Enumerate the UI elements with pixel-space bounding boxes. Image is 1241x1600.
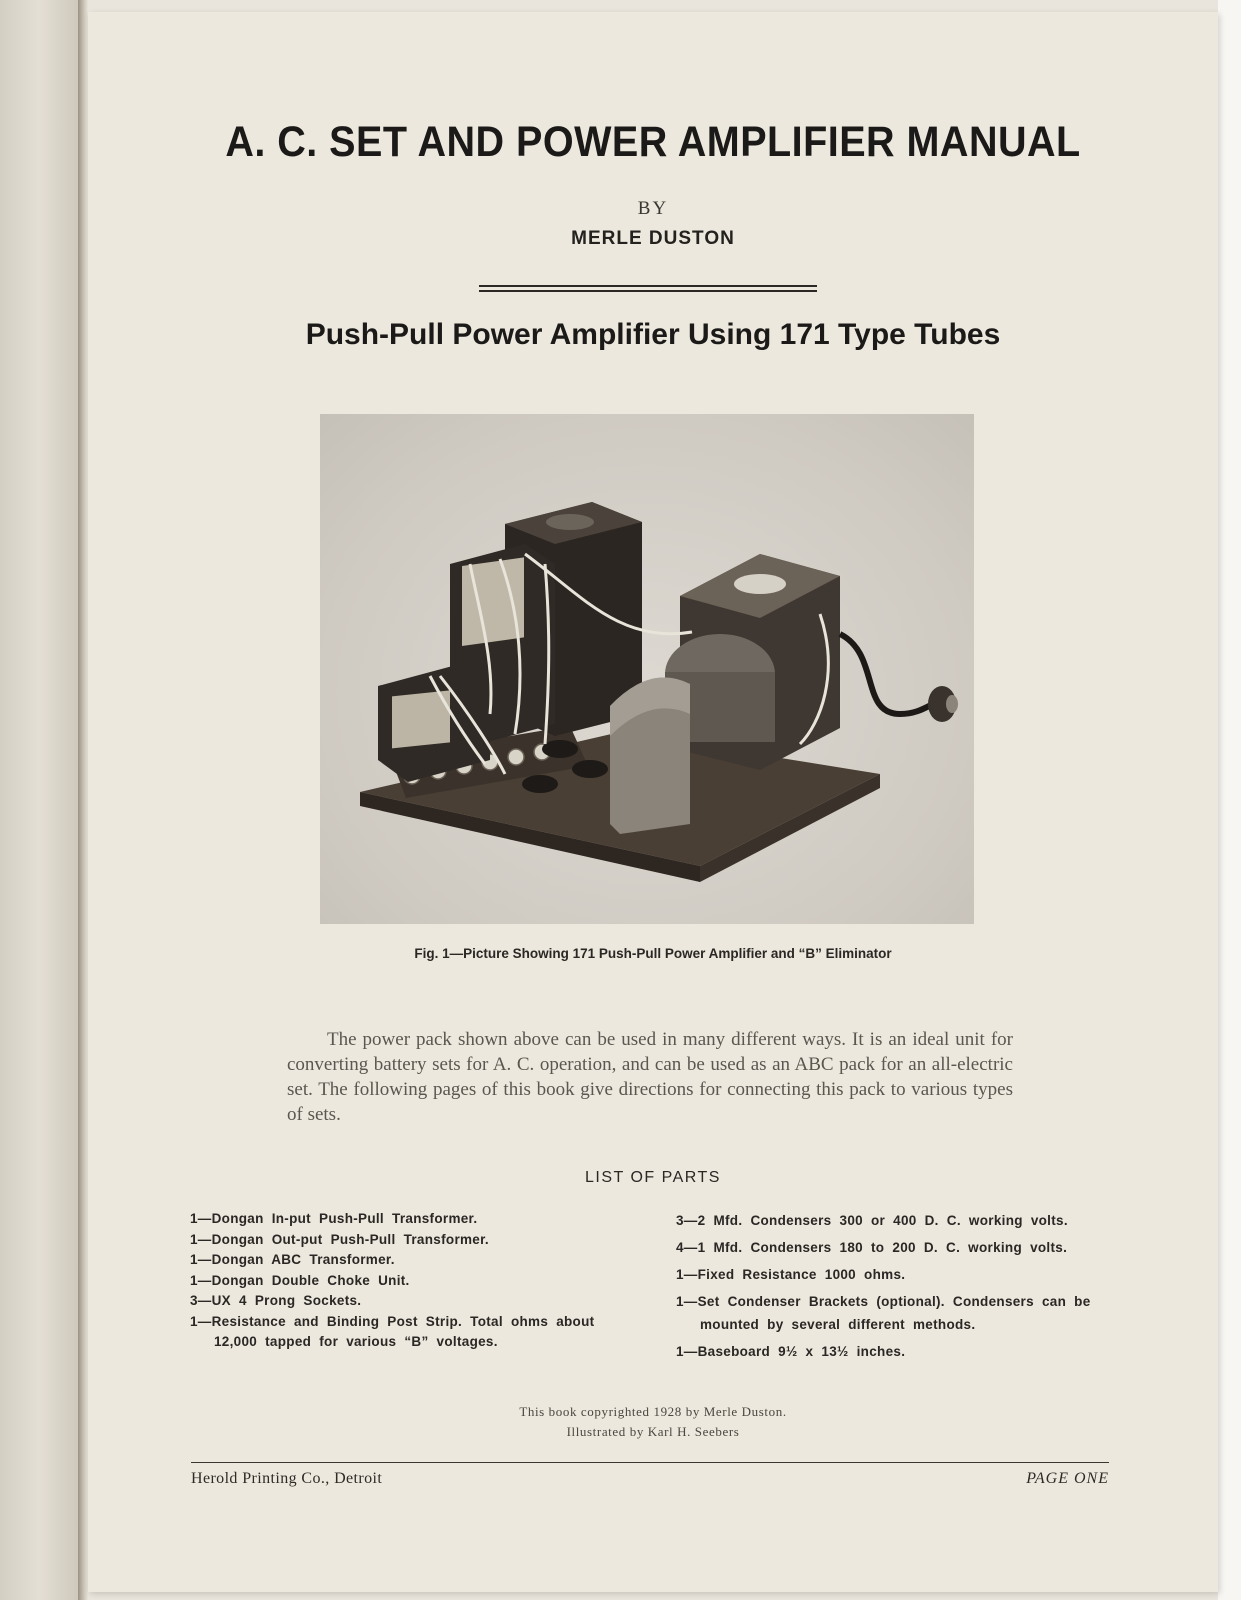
list-item: 3—UX 4 Prong Sockets. — [190, 1293, 362, 1308]
list-item: 1—Dongan Out-put Push-Pull Transformer. — [190, 1231, 489, 1247]
section-title: Push-Pull Power Amplifier Using 171 Type Tubes — [305, 318, 1001, 351]
background-margin — [1218, 0, 1241, 1600]
copyright-notice — [88, 1402, 1218, 1442]
book-gutter — [78, 0, 88, 1600]
manual-page — [88, 12, 1218, 1592]
page-number: PAGE ONE — [1026, 1470, 1109, 1487]
amplifier-photo — [320, 414, 974, 924]
byline-label: BY — [637, 198, 669, 219]
double-rule-divider — [479, 285, 817, 292]
illustrator-line: Illustrated by Karl H. Seebers — [566, 1424, 740, 1439]
parts-list-title: LIST OF PARTS — [585, 1169, 721, 1186]
previous-page-edge — [0, 0, 80, 1600]
list-item: 1—Fixed Resistance 1000 ohms. — [676, 1267, 906, 1282]
footer-divider — [191, 1462, 1109, 1463]
list-item: 1—Dongan Double Choke Unit. — [190, 1272, 410, 1288]
list-item: 1—Resistance and Binding Post Strip. Total ohms about 12,000 tapped for various “B” voltages. — [190, 1313, 595, 1349]
copyright-line: This book copyrighted 1928 by Merle Duston. — [519, 1404, 787, 1419]
parts-list-right — [676, 1209, 1112, 1367]
printer-credit: Herold Printing Co., Detroit — [191, 1470, 383, 1487]
figure-caption: Fig. 1—Picture Showing 171 Push-Pull Power Amplifier and “B” Eliminator — [414, 946, 892, 961]
list-item: 1—Set Condenser Brackets (optional). Condensers can be mounted by several different methods. — [676, 1294, 1091, 1332]
list-item: 1—Baseboard 9½ x 13½ inches. — [676, 1344, 906, 1359]
intro-paragraph: The power pack shown above can be used in many different ways. It is an ideal unit for converting battery sets for A. C. operation, and can be used as an ABC pack for an all-electric set. The following pages of this book give directions for connecting this pack to various types of sets. — [287, 1029, 1013, 1125]
parts-list-left — [190, 1209, 630, 1353]
list-item: 1—Dongan ABC Transformer. — [190, 1252, 395, 1267]
list-item: 3—2 Mfd. Condensers 300 or 400 D. C. working volts. — [676, 1213, 1068, 1228]
list-item: 4—1 Mfd. Condensers 180 to 200 D. C. working volts. — [676, 1240, 1068, 1255]
author-name: MERLE DUSTON — [571, 228, 735, 249]
page-title: A. C. SET AND POWER AMPLIFIER MANUAL — [225, 118, 1081, 166]
list-item: 1—Dongan In-put Push-Pull Transformer. — [190, 1211, 478, 1226]
